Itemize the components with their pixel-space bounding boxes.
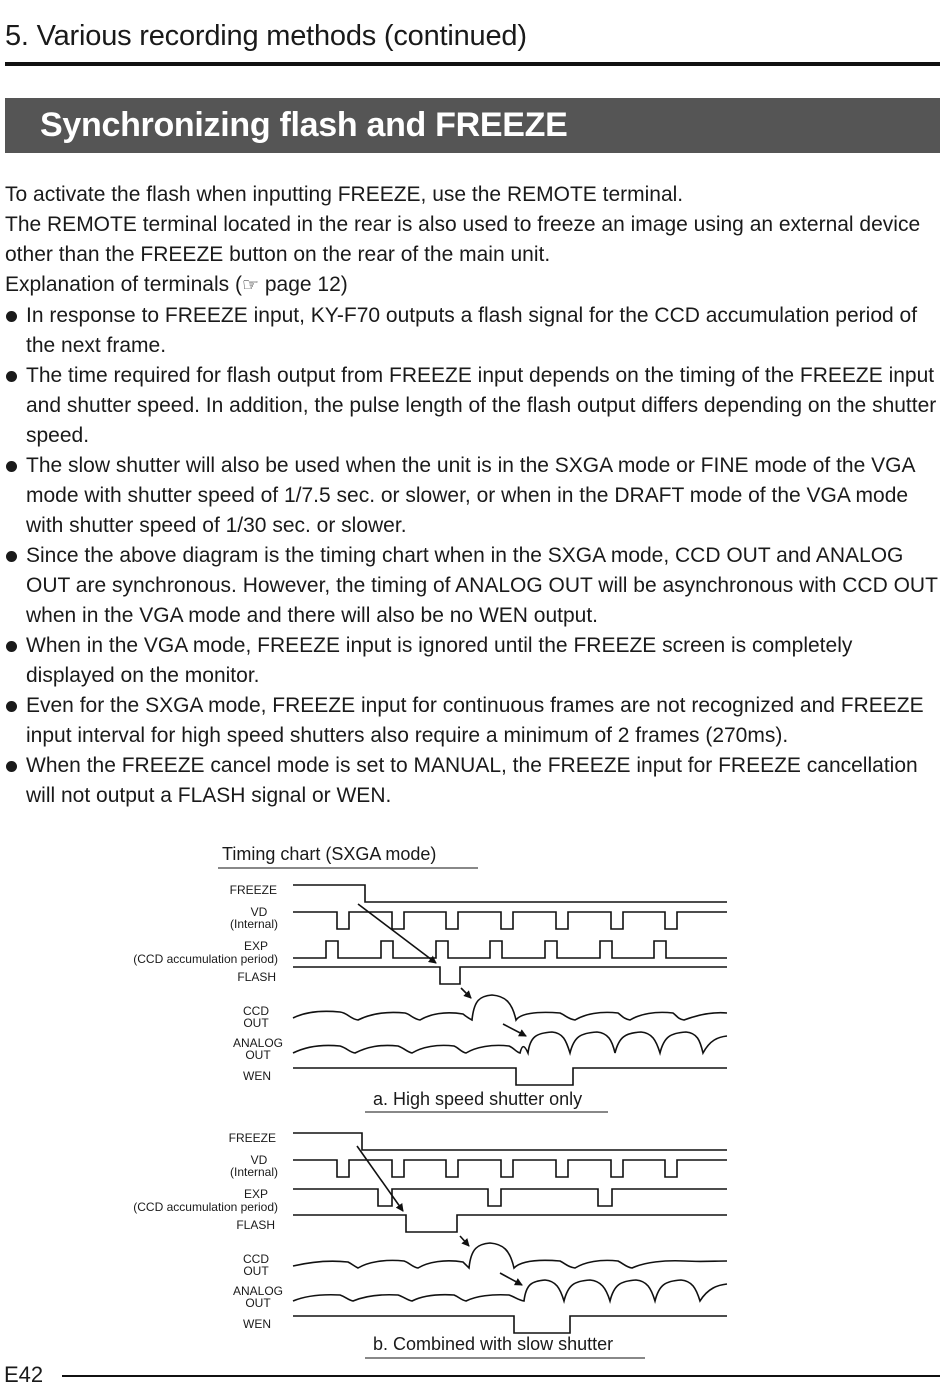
label-flash	[236, 1218, 275, 1232]
analog-out-signal	[293, 1032, 727, 1053]
svg-text:CCD: CCD	[243, 1252, 269, 1266]
label-exp	[133, 939, 278, 966]
svg-text:EXP: EXP	[243, 1187, 268, 1201]
svg-text:(CCD accumulation period): (CCD accumulation period)	[133, 952, 278, 966]
freeze-signal	[293, 885, 727, 902]
list-item: Even for the SXGA mode, FREEZE input for continuous frames are not recognized and FREEZE input interval for high speed shutters also require a minimum of 2 frames (270ms).	[5, 691, 941, 751]
svg-text:OUT: OUT	[243, 1016, 269, 1030]
svg-text:FREEZE: FREEZE	[229, 883, 277, 897]
intro-line: The REMOTE terminal located in the rear is also used to freeze an image using an external device other than the FREEZE button on the rear of the main unit.	[5, 213, 921, 266]
exp-signal	[293, 941, 727, 958]
label-exp	[133, 1187, 278, 1214]
timing-chart	[0, 830, 950, 1390]
timing-set-a	[133, 883, 727, 1085]
label-analog	[233, 1036, 283, 1062]
list-item: Since the above diagram is the timing chart when in the SXGA mode, CCD OUT and ANALOG OUT are synchronous. However, the timing of ANALOG OUT will be asynchronous with CCD OUT when in the VGA mode and there will also be no WEN output.	[5, 541, 941, 631]
page-number: E42	[4, 1362, 44, 1387]
label-vd	[230, 905, 278, 931]
svg-text:EXP: EXP	[243, 939, 268, 953]
svg-text:OUT: OUT	[245, 1296, 271, 1310]
svg-text:ANALOG: ANALOG	[232, 1284, 284, 1298]
label-freeze	[230, 883, 277, 897]
analog-out-signal	[293, 1280, 727, 1301]
svg-text:WEN: WEN	[243, 1317, 271, 1331]
svg-text:VD: VD	[250, 1153, 268, 1167]
wen-signal	[293, 1316, 727, 1333]
list-item: In response to FREEZE input, KY-F70 outputs a flash signal for the CCD accumulation period of the next frame.	[5, 301, 941, 361]
label-flash	[237, 970, 276, 984]
header-rule	[5, 62, 940, 66]
svg-text:CCD: CCD	[243, 1004, 269, 1018]
svg-text:FREEZE: FREEZE	[228, 1131, 276, 1145]
label-wen	[243, 1317, 271, 1331]
label-analog	[233, 1284, 283, 1310]
svg-text:FLASH: FLASH	[237, 970, 276, 984]
footer-rule	[62, 1375, 940, 1377]
svg-text:WEN: WEN	[243, 1069, 271, 1083]
svg-text:VD: VD	[250, 905, 268, 919]
terminals-ref-prefix: Explanation of terminals (	[5, 273, 242, 296]
svg-text:OUT: OUT	[245, 1048, 271, 1062]
label-vd	[230, 1153, 278, 1179]
wen-signal	[293, 1068, 727, 1085]
vd-signal	[293, 912, 727, 929]
svg-text:ANALOG: ANALOG	[232, 1036, 284, 1050]
flash-signal	[293, 1215, 727, 1232]
diagram-title: Timing chart (SXGA mode)	[222, 844, 437, 864]
terminals-reference	[5, 270, 941, 301]
svg-text:FLASH: FLASH	[236, 1218, 275, 1232]
vd-signal	[293, 1160, 727, 1177]
timing-set-b	[133, 1131, 727, 1333]
pointing-hand-icon: ☞	[241, 275, 259, 296]
intro-line: To activate the flash when inputting FREEZE, use the REMOTE terminal.	[5, 183, 684, 206]
svg-text:(Internal): (Internal)	[229, 917, 279, 931]
bullet-list	[5, 301, 941, 811]
label-freeze	[229, 1131, 276, 1145]
list-item: When the FREEZE cancel mode is set to MANUAL, the FREEZE input for FREEZE cancellation will not output a FLASH signal or WEN.	[5, 751, 941, 811]
svg-text:OUT: OUT	[243, 1264, 269, 1278]
page-header: 5. Various recording methods (continued)	[5, 20, 527, 52]
flash-signal	[293, 967, 727, 984]
list-item: The time required for flash output from FREEZE input depends on the timing of the FREEZE input and shutter speed. In addition, the pulse length of the flash output differs depending on the shutter speed.	[5, 361, 941, 451]
svg-text:(CCD accumulation period): (CCD accumulation period)	[133, 1200, 278, 1214]
list-item: When in the VGA mode, FREEZE input is ignored until the FREEZE screen is completely displayed on the monitor.	[5, 631, 941, 691]
ccd-out-signal	[293, 995, 727, 1020]
section-banner	[5, 98, 940, 153]
list-item: The slow shutter will also be used when the unit is in the SXGA mode or FINE mode of the VGA mode with shutter speed of 1/7.5 sec. or slower, or when in the DRAFT mode of the VGA mode with shutter speed of 1/30 sec. or slower.	[5, 451, 941, 541]
exp-signal	[293, 1189, 727, 1206]
label-ccd	[243, 1252, 269, 1278]
svg-text:(Internal): (Internal)	[229, 1165, 279, 1179]
label-wen	[243, 1069, 271, 1083]
section-title: Synchronizing flash and FREEZE	[40, 106, 568, 144]
label-ccd	[243, 1004, 269, 1030]
caption-b: b. Combined with slow shutter	[373, 1334, 614, 1354]
body-text	[5, 180, 941, 811]
ccd-out-signal	[293, 1243, 727, 1268]
caption-a: a. High speed shutter only	[373, 1089, 583, 1109]
terminals-ref-suffix: page 12)	[259, 273, 348, 296]
